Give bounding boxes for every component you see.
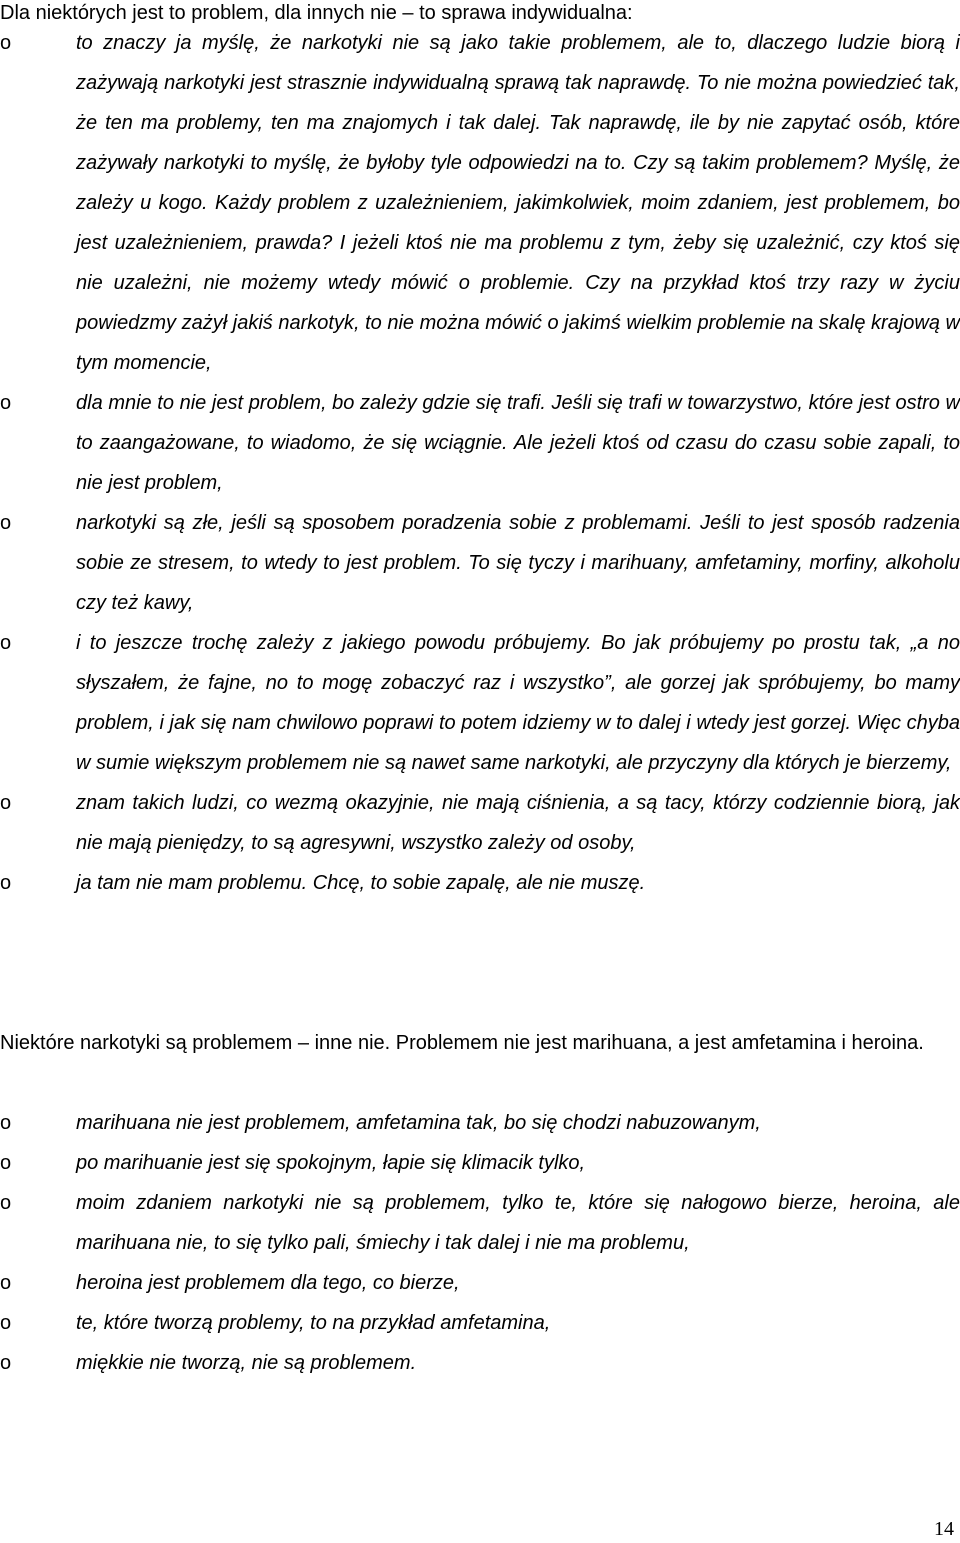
summary-paragraph: Niektóre narkotyki są problemem – inne nie. Problemem nie jest marihuana, a jest amfetamina i heroina. xyxy=(0,1032,924,1054)
bullet-marker: o xyxy=(0,392,12,414)
bullet-marker: o xyxy=(0,512,12,534)
list-item-text: po marihuanie jest się spokojnym, łapie się klimacik tylko, xyxy=(76,1152,586,1174)
bullet-marker: o xyxy=(0,1312,12,1334)
bullet-marker: o xyxy=(0,1112,12,1134)
list-item xyxy=(0,1303,960,1343)
bullet-marker: o xyxy=(0,792,12,814)
list-item xyxy=(0,503,960,623)
list-item-text: i to jeszcze trochę zależy z jakiego powodu próbujemy. Bo jak próbujemy po prostu tak, „a no słyszałem, że fajne, no to mogę zobaczyć raz i wszystko”, ale gorzej jak spróbujemy, bo mamy problem, i jak się nam chwilowo poprawi to potem idziemy w to dalej i wtedy jest gorzej. Więc chyba w sumie większym problemem nie są nawet same narkotyki, ale przyczyny dla których je bierzemy, xyxy=(76,632,960,774)
list-item xyxy=(0,23,960,383)
list-item-text: to znaczy ja myślę, że narkotyki nie są jako takie problemem, ale to, dlaczego ludzie biorą i zażywają narkotyki jest strasznie indywidualną sprawą tak naprawdę. To nie można powiedzieć tak, że ten ma problemy, ten ma znajomych i tak dalej. Tak naprawdę, ile by nie zapytać osób, które zażywały narkotyki to myślę, że byłoby tyle odpowiedzi na to. Czy są takim problemem? Myślę, że zależy u kogo. Każdy problem z uzależnieniem, jakimkolwiek, moim zdaniem, jest problemem, bo jest uzależnieniem, prawda? I jeżeli ktoś nie ma problemu z tym, żeby się uzależnić, czy ktoś się nie uzależni, nie możemy wtedy mówić o problemie. Czy na przykład ktoś trzy razy w życiu powiedzmy zażył jakiś narkotyk, to nie można mówić o jakimś wielkim problemie na skalę krajową w tym momencie, xyxy=(76,32,960,374)
list-item xyxy=(0,1263,960,1303)
bullet-marker: o xyxy=(0,32,12,54)
list-item xyxy=(0,1103,960,1143)
page-number: 14 xyxy=(934,1518,954,1540)
list-item xyxy=(0,783,960,863)
list-item xyxy=(0,863,960,903)
quote-list-2 xyxy=(0,1103,960,1383)
list-item-text: ja tam nie mam problemu. Chcę, to sobie zapalę, ale nie muszę. xyxy=(76,872,646,894)
list-item xyxy=(0,1343,960,1383)
list-item xyxy=(0,623,960,783)
list-item-text: moim zdaniem narkotyki nie są problemem, tylko te, które się nałogowo bierze, heroina, ale marihuana nie, to się tylko pali, śmiechy i tak dalej i nie ma problemu, xyxy=(76,1192,960,1254)
bullet-marker: o xyxy=(0,1152,12,1174)
list-item-text: heroina jest problemem dla tego, co bierze, xyxy=(76,1272,460,1294)
list-item xyxy=(0,1183,960,1263)
bullet-marker: o xyxy=(0,1352,12,1374)
list-item-text: te, które tworzą problemy, to na przykład amfetamina, xyxy=(76,1312,551,1334)
bullet-marker: o xyxy=(0,1272,12,1294)
list-item-text: miękkie nie tworzą, nie są problemem. xyxy=(76,1352,417,1374)
list-item-text: znam takich ludzi, co wezmą okazyjnie, nie mają ciśnienia, a są tacy, którzy codziennie biorą, jak nie mają pieniędzy, to są agresywni, wszystko zależy od osoby, xyxy=(76,792,960,854)
list-item xyxy=(0,1143,960,1183)
bullet-marker: o xyxy=(0,632,12,654)
list-item-text: narkotyki są złe, jeśli są sposobem poradzenia sobie z problemami. Jeśli to jest sposób radzenia sobie ze stresem, to wtedy to jest problem. To się tyczy i marihuany, amfetaminy, morfiny, alkoholu czy też kawy, xyxy=(76,512,960,614)
quote-list-1 xyxy=(0,23,960,903)
bullet-marker: o xyxy=(0,1192,12,1214)
bullet-marker: o xyxy=(0,872,12,894)
list-item xyxy=(0,383,960,503)
intro-line: Dla niektórych jest to problem, dla innych nie – to sprawa indywidualna: xyxy=(0,2,633,24)
list-item-text: dla mnie to nie jest problem, bo zależy gdzie się trafi. Jeśli się trafi w towarzystwo, które jest ostro w to zaangażowane, to wiadomo, że się wciągnie. Ale jeżeli ktoś od czasu do czasu sobie zapali, to nie jest problem, xyxy=(76,392,960,494)
list-item-text: marihuana nie jest problemem, amfetamina tak, bo się chodzi nabuzowanym, xyxy=(76,1112,761,1134)
